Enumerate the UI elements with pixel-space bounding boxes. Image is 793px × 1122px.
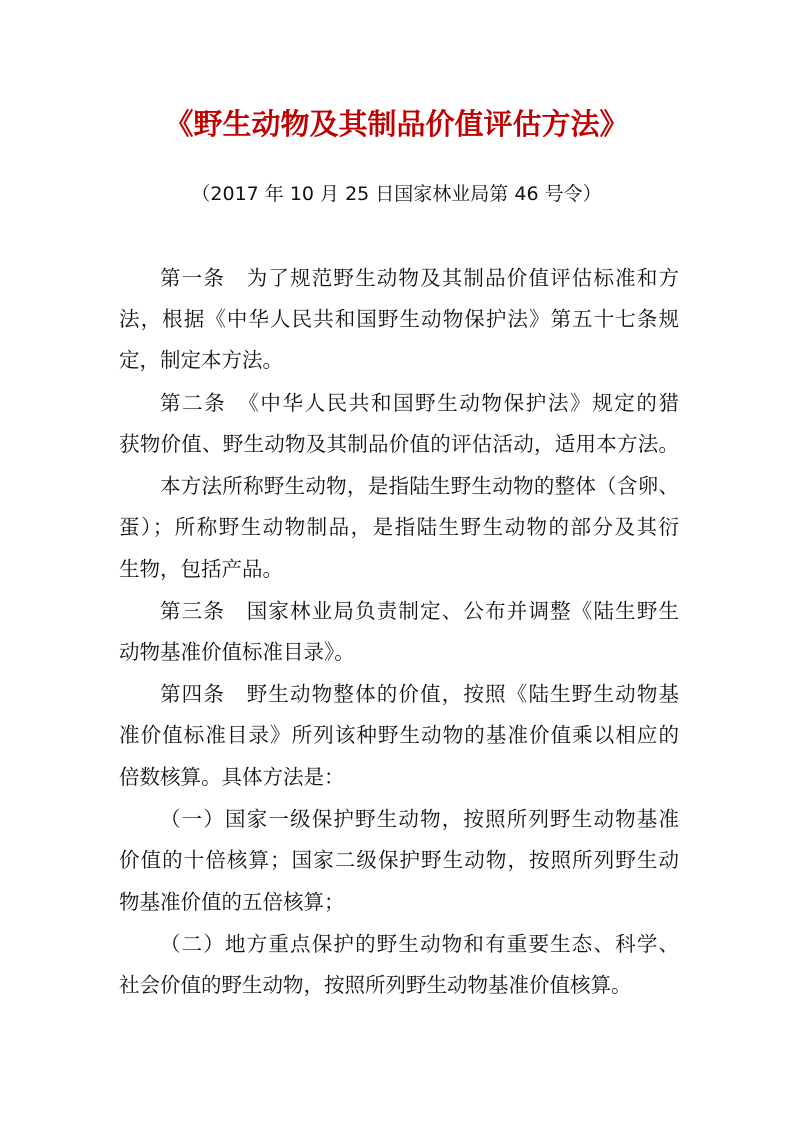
document-subtitle: （2017 年 10 月 25 日国家林业局第 46 号令） xyxy=(191,183,602,205)
article-3-line-2: 动物基准价值标准目录》。 xyxy=(119,640,355,664)
article-1-line-3: 定，制定本方法。 xyxy=(119,348,283,372)
article-4-line-3: 倍数核算。具体方法是： xyxy=(119,765,345,789)
article-2-para-2-line-2: 蛋）；所称野生动物制品，是指陆生野生动物的部分及其衍 xyxy=(119,515,679,539)
article-4-item-1-line-3: 物基准价值的五倍核算； xyxy=(119,890,345,914)
article-2-line-1: 第二条 《中华人民共和国野生动物保护法》规定的猎 xyxy=(160,391,679,415)
document-title: 《野生动物及其制品价值评估方法》 xyxy=(164,107,629,141)
article-4-line-1: 第四条 野生动物整体的价值，按照《陆生野生动物基 xyxy=(160,682,679,706)
article-4-item-1-line-2: 价值的十倍核算；国家二级保护野生动物，按照所列野生动 xyxy=(119,848,679,872)
article-1-line-2: 法，根据《中华人民共和国野生动物保护法》第五十七条规 xyxy=(119,307,679,331)
article-2-line-2: 获物价值、野生动物及其制品价值的评估活动，适用本方法。 xyxy=(119,432,679,456)
article-4-item-1-line-1: （一）国家一级保护野生动物，按照所列野生动物基准 xyxy=(160,807,679,831)
article-3-line-1: 第三条 国家林业局负责制定、公布并调整《陆生野生 xyxy=(160,599,679,623)
article-1-line-1: 第一条 为了规范野生动物及其制品价值评估标准和方 xyxy=(160,266,679,290)
article-2-para-2-line-1: 本方法所称野生动物，是指陆生野生动物的整体（含卵、 xyxy=(160,474,679,498)
article-4-item-2-line-2: 社会价值的野生动物，按照所列野生动物基准价值核算。 xyxy=(119,973,632,997)
article-4-line-2: 准价值标准目录》所列该种野生动物的基准价值乘以相应的 xyxy=(119,723,679,747)
article-4-item-2-line-1: （二）地方重点保护的野生动物和有重要生态、科学、 xyxy=(160,932,679,956)
article-2-para-2-line-3: 生物，包括产品。 xyxy=(119,557,283,581)
